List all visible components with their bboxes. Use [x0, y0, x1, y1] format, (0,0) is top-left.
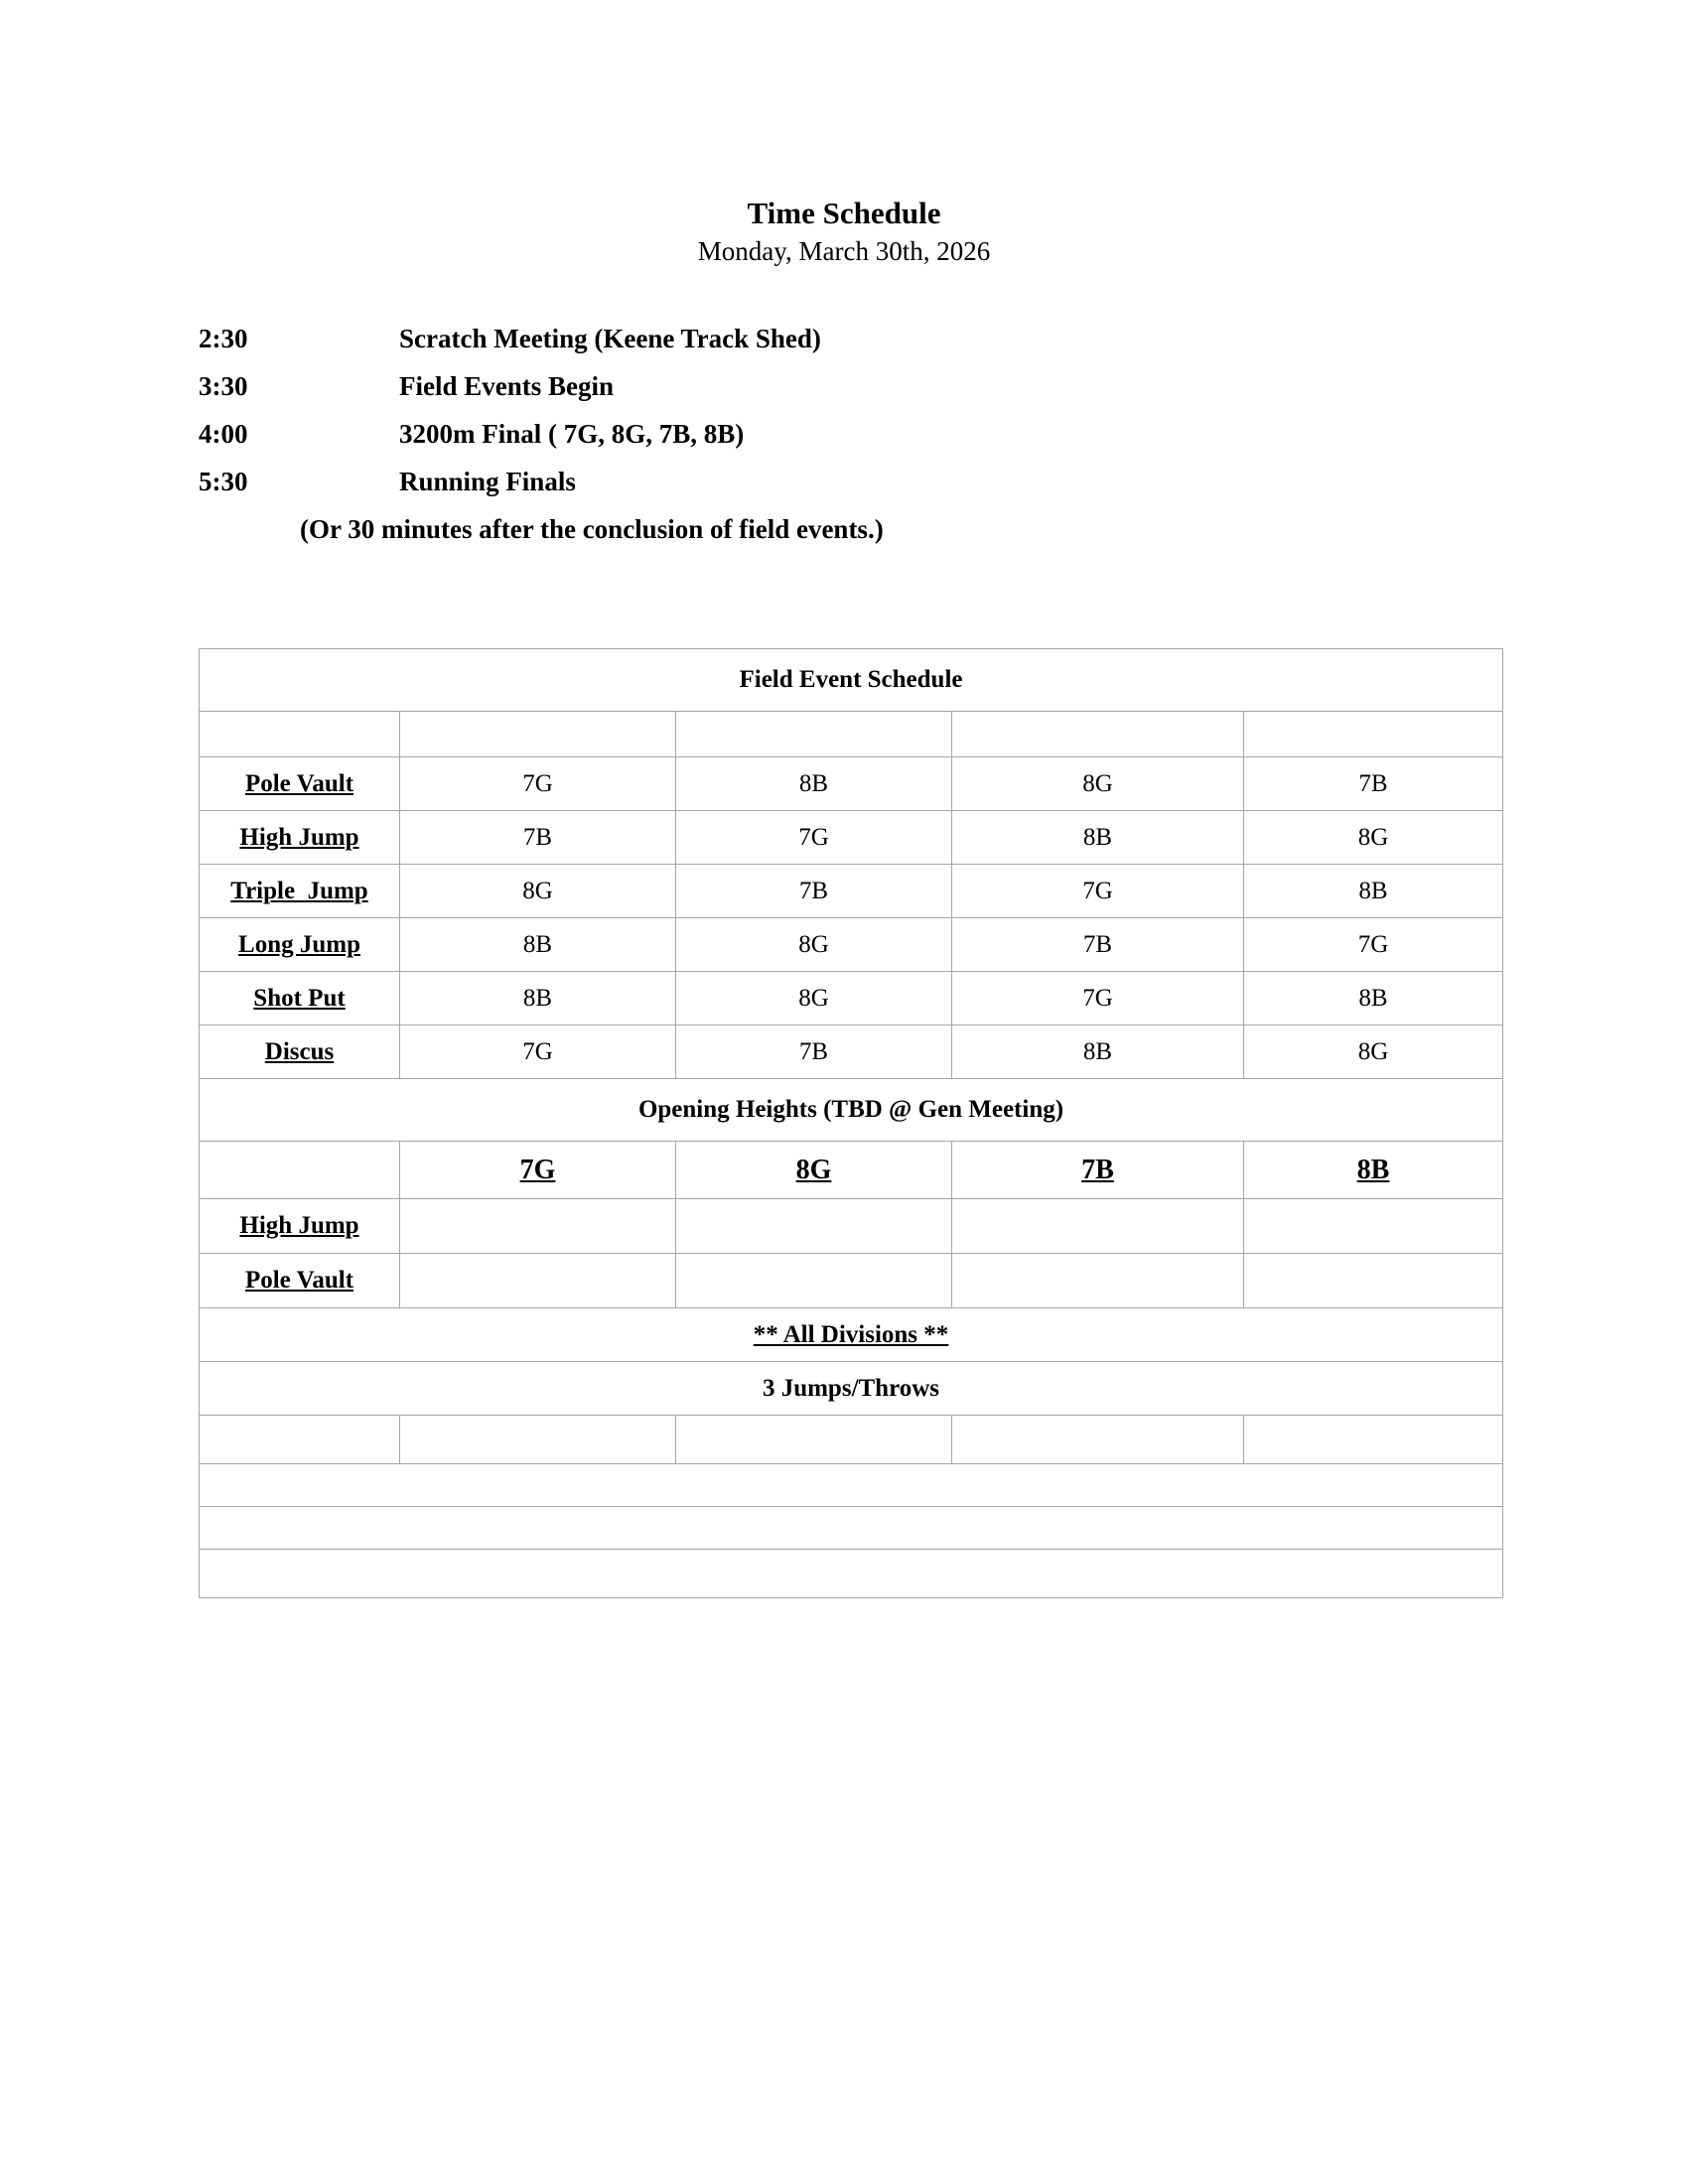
all-divisions-note: ** All Divisions **: [200, 1308, 1503, 1362]
time-schedule-item: [0, 410, 1688, 458]
time-schedule-item: [0, 315, 1688, 362]
cell: 7B: [676, 1025, 952, 1079]
table-row: [200, 757, 1503, 811]
event-label: Shot Put: [253, 984, 346, 1012]
all-divisions-row: [200, 1308, 1503, 1362]
cell: 7G: [1244, 918, 1503, 972]
event-label: Triple Jump: [230, 877, 368, 904]
time-schedule-list: [0, 315, 1688, 553]
table-row: [200, 972, 1503, 1025]
cell: 8G: [952, 757, 1244, 811]
page-title: Time Schedule: [747, 196, 941, 230]
event-label: Pole Vault: [244, 769, 354, 797]
event-time: 5:30: [199, 467, 248, 496]
blank-row: [200, 1550, 1503, 1598]
field-event-schedule-table: [199, 648, 1503, 1598]
cell: 8G: [1244, 811, 1503, 865]
cell: 8B: [952, 1025, 1244, 1079]
event-label: Discus: [264, 1037, 335, 1065]
cell: 8G: [676, 918, 952, 972]
cell: 8B: [400, 918, 676, 972]
cell: 7B: [952, 918, 1244, 972]
blank-row: [200, 1416, 1503, 1464]
jumps-throws-row: [200, 1362, 1503, 1416]
opening-heights-title: Opening Heights (TBD @ Gen Meeting): [200, 1079, 1503, 1142]
event-label: Pole Vault: [244, 1267, 354, 1294]
division-header: 7B: [1081, 1154, 1114, 1185]
cell: 7B: [1244, 757, 1503, 811]
table-row: [200, 1025, 1503, 1079]
cell: 7G: [676, 811, 952, 865]
blank-row: [200, 1464, 1503, 1507]
cell: [952, 1199, 1244, 1254]
division-header: 8B: [1356, 1154, 1390, 1185]
page-subtitle: Monday, March 30th, 2026: [697, 236, 991, 266]
opening-heights-header-row: [200, 1142, 1503, 1199]
event-description: Scratch Meeting (Keene Track Shed): [399, 324, 821, 353]
cell: 8B: [1244, 865, 1503, 918]
cell: 8B: [676, 757, 952, 811]
time-schedule-item: [0, 362, 1688, 410]
event-label: Long Jump: [238, 930, 360, 958]
cell: 8B: [1244, 972, 1503, 1025]
cell: [676, 1254, 952, 1308]
cell: [400, 1254, 676, 1308]
table-row: [200, 865, 1503, 918]
event-time: 3:30: [199, 371, 248, 401]
cell: 8G: [400, 865, 676, 918]
opening-heights-title-row: [200, 1079, 1503, 1142]
time-schedule-note: (Or 30 minutes after the conclusion of field events.): [300, 514, 884, 544]
event-description: Field Events Begin: [399, 371, 615, 401]
opening-heights-row: [200, 1254, 1503, 1308]
cell: [400, 1199, 676, 1254]
cell: [1244, 1254, 1503, 1308]
cell: 7B: [400, 811, 676, 865]
blank-row: [200, 712, 1503, 757]
table-title-row: [200, 649, 1503, 712]
division-header: 8G: [795, 1154, 832, 1185]
cell: 8B: [400, 972, 676, 1025]
event-time: 4:00: [199, 419, 248, 449]
opening-heights-row: [200, 1199, 1503, 1254]
cell: [952, 1254, 1244, 1308]
cell: 7G: [400, 757, 676, 811]
time-schedule-item: [0, 458, 1688, 505]
blank-row: [200, 1507, 1503, 1550]
event-label: High Jump: [239, 823, 359, 851]
table-row: [200, 811, 1503, 865]
event-time: 2:30: [199, 324, 248, 353]
table-title: Field Event Schedule: [200, 649, 1503, 712]
table-row: [200, 918, 1503, 972]
jumps-throws-note: 3 Jumps/Throws: [200, 1362, 1503, 1416]
division-header: 7G: [519, 1154, 556, 1185]
cell: 7G: [952, 865, 1244, 918]
event-description: Running Finals: [399, 467, 576, 496]
cell: 7B: [676, 865, 952, 918]
cell: [676, 1199, 952, 1254]
cell: 8G: [1244, 1025, 1503, 1079]
cell: 8G: [676, 972, 952, 1025]
cell: 7G: [952, 972, 1244, 1025]
cell: 7G: [400, 1025, 676, 1079]
cell: [1244, 1199, 1503, 1254]
event-description: 3200m Final ( 7G, 8G, 7B, 8B): [399, 419, 745, 449]
cell: 8B: [952, 811, 1244, 865]
event-label: High Jump: [239, 1212, 359, 1239]
